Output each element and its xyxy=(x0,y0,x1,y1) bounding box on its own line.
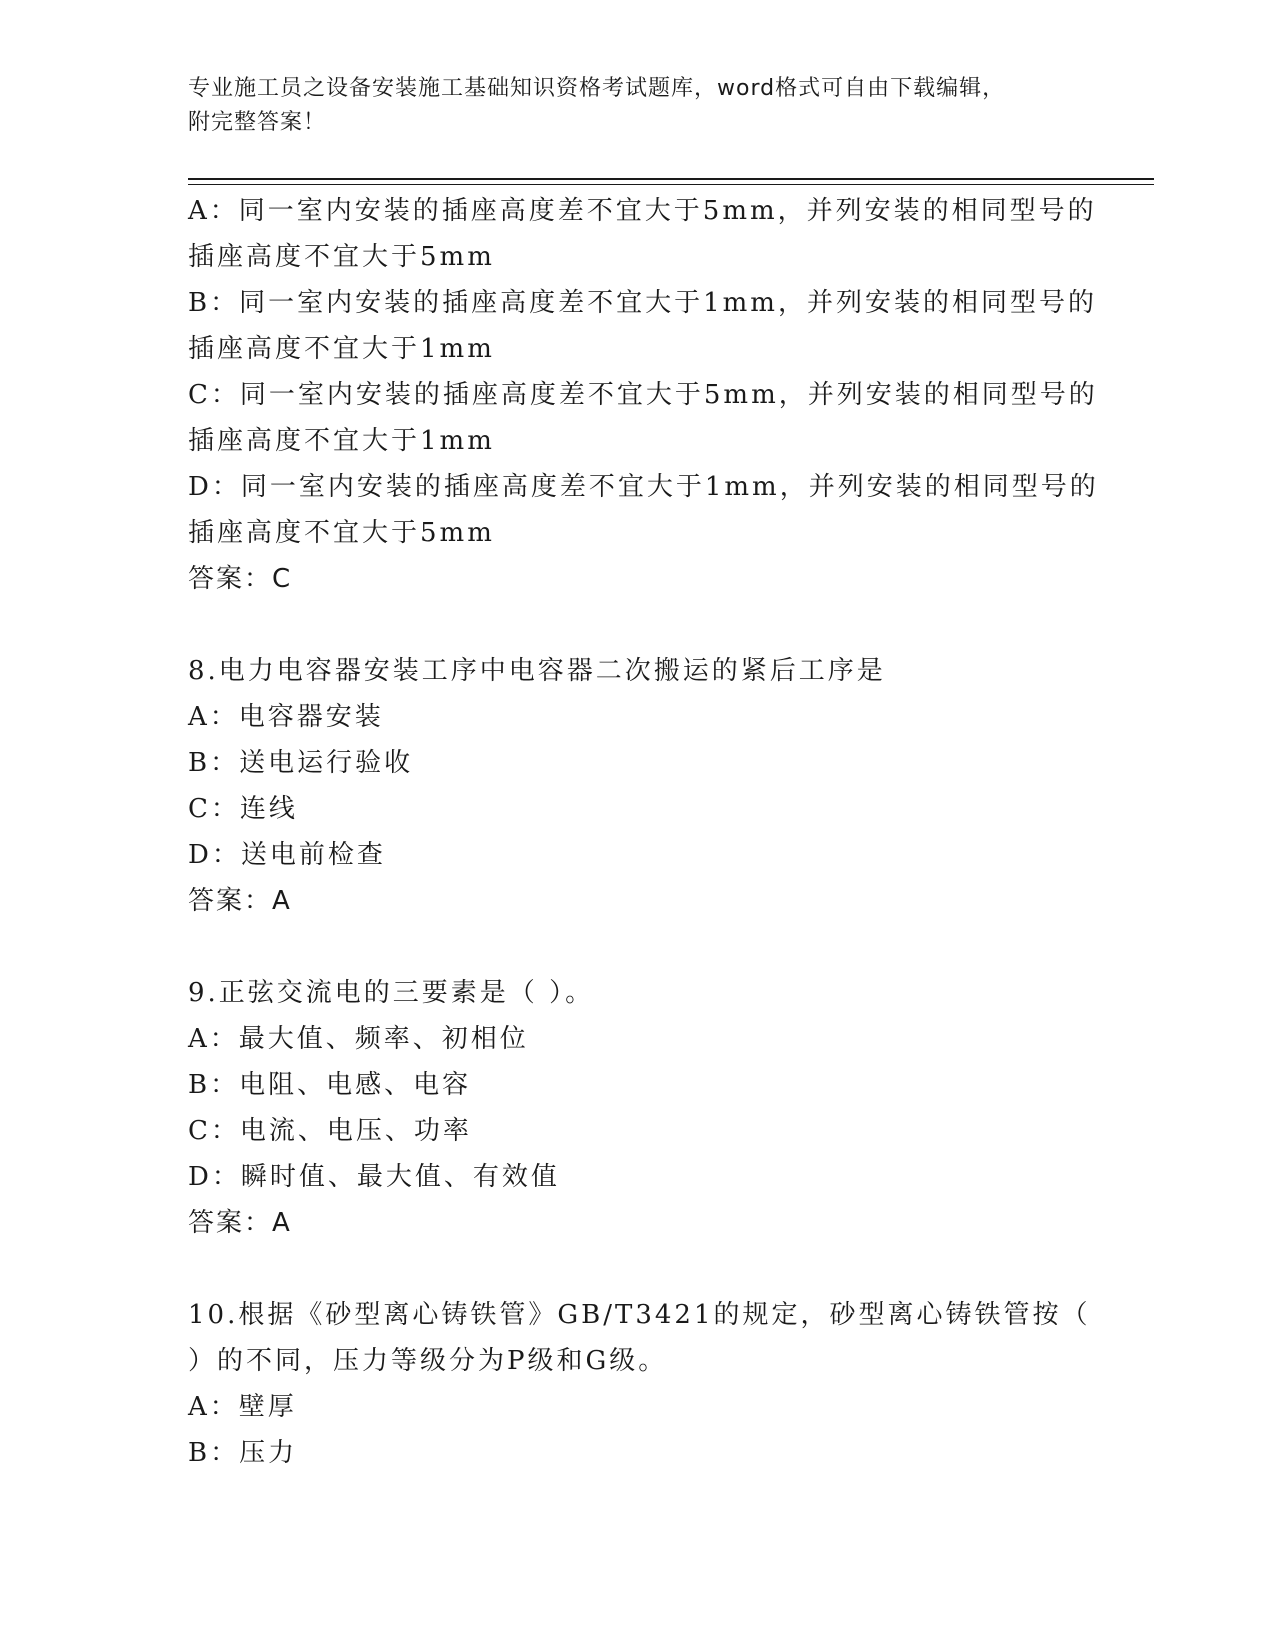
question-title: 8.电力电容器安装工序中电容器二次搬运的紧后工序是 xyxy=(188,656,886,686)
question-9 xyxy=(188,970,1088,1246)
option-a: A：电容器安装 xyxy=(188,702,384,732)
option-d: D：瞬时值、最大值、有效值 xyxy=(188,1162,560,1192)
question-title-line-2: ）的不同，压力等级分为P级和G级。 xyxy=(188,1346,668,1376)
header-line-1: 专业施工员之设备安装施工基础知识资格考试题库，word格式可自由下载编辑， xyxy=(188,76,1006,101)
option-line: B：同一室内安装的插座高度差不宜大于1mm，并列安装的相同型号的 xyxy=(188,288,1097,318)
question-10 xyxy=(188,1292,1091,1476)
option-line: D：同一室内安装的插座高度差不宜大于1mm，并列安装的相同型号的 xyxy=(188,472,1099,502)
option-line: 插座高度不宜大于1mm xyxy=(188,426,495,456)
option-b: B：压力 xyxy=(188,1438,298,1468)
document-header xyxy=(188,72,1078,140)
option-c: C：电流、电压、功率 xyxy=(188,1116,472,1146)
option-a: A：最大值、频率、初相位 xyxy=(188,1024,529,1054)
option-a: A：壁厚 xyxy=(188,1392,297,1422)
question-8 xyxy=(188,648,1088,924)
option-line: C：同一室内安装的插座高度差不宜大于5mm，并列安装的相同型号的 xyxy=(188,380,1098,410)
answer-label: 答案：A xyxy=(188,1208,292,1238)
answer-label: 答案：A xyxy=(188,886,292,916)
question-7 xyxy=(188,188,1099,602)
header-line-2: 附完整答案！ xyxy=(188,110,327,135)
option-line: 插座高度不宜大于5mm xyxy=(188,518,495,548)
header-divider-thin xyxy=(188,184,1154,185)
option-d: D：送电前检查 xyxy=(188,840,386,870)
option-b: B：电阻、电感、电容 xyxy=(188,1070,472,1100)
header-divider-thick xyxy=(188,178,1154,180)
option-b: B：送电运行验收 xyxy=(188,748,414,778)
option-line: A：同一室内安装的插座高度差不宜大于5mm，并列安装的相同型号的 xyxy=(188,196,1097,226)
question-title-line-1: 10.根据《砂型离心铸铁管》GB/T3421的规定，砂型离心铸铁管按（ xyxy=(188,1300,1091,1330)
option-line: 插座高度不宜大于5mm xyxy=(188,242,495,272)
answer-label: 答案：C xyxy=(188,564,293,594)
question-list xyxy=(188,188,1099,1522)
question-title: 9.正弦交流电的三要素是（ ）。 xyxy=(188,978,595,1008)
option-c: C：连线 xyxy=(188,794,298,824)
option-line: 插座高度不宜大于1mm xyxy=(188,334,495,364)
